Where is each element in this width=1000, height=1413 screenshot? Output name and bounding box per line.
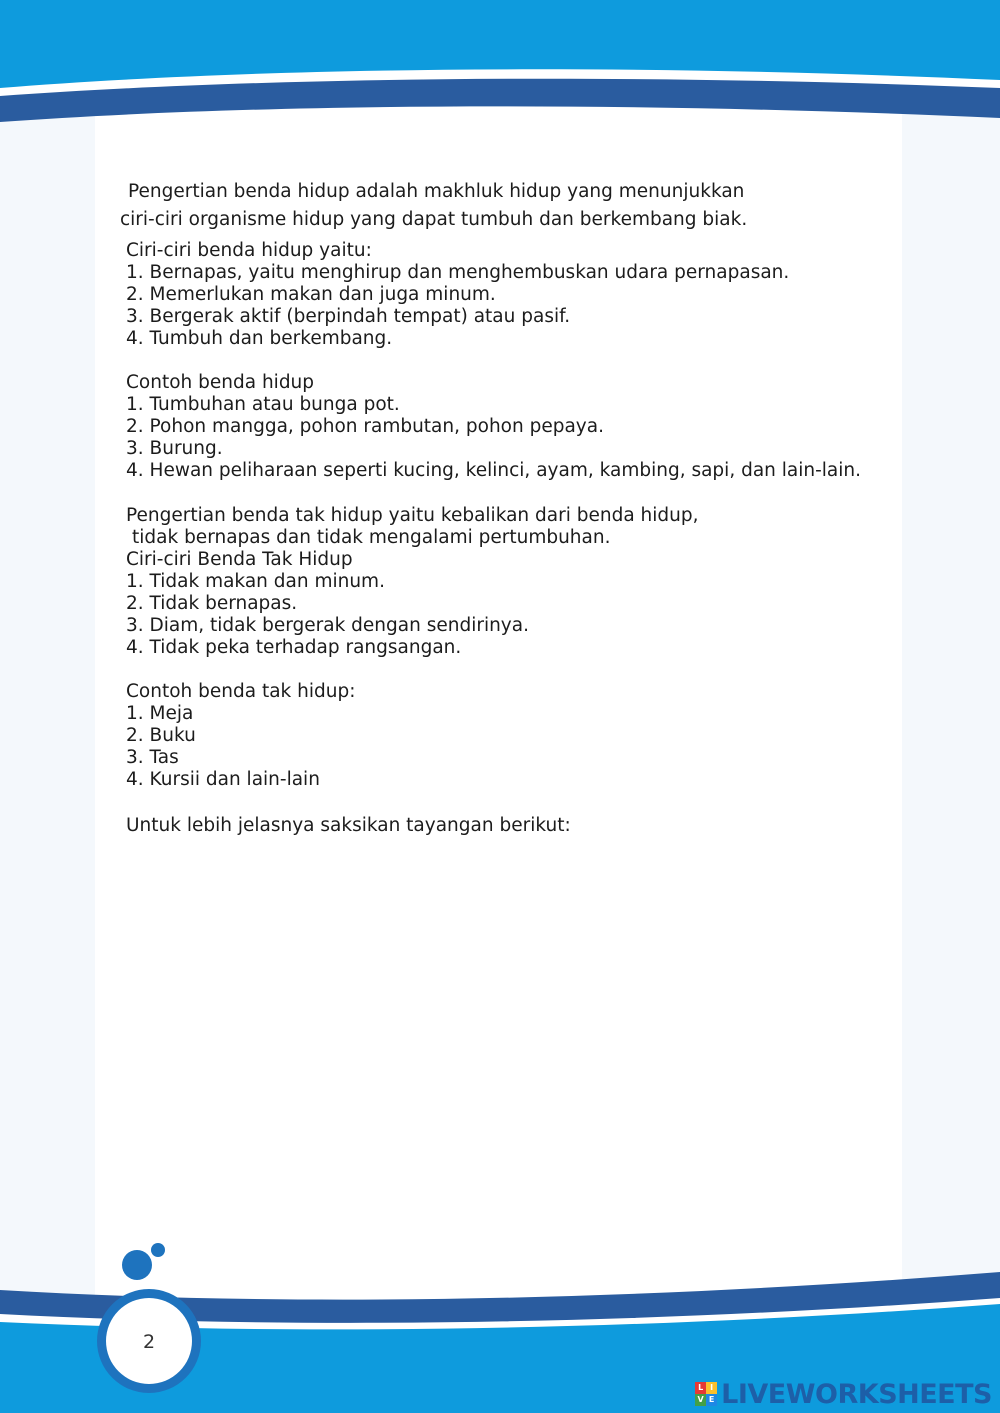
tak-hidup-line-1: Pengertian benda tak hidup yaitu kebalikan dari benda hidup, [126, 505, 699, 526]
logo-letter: V [695, 1394, 706, 1406]
list-item: 2. Memerlukan makan dan juga minum. [126, 284, 496, 305]
bubble-small [151, 1243, 165, 1257]
tak-hidup-line-2: tidak bernapas dan tidak mengalami pertumbuhan. [132, 527, 611, 548]
list-item: 2. Buku [126, 725, 196, 746]
list-item: 3. Burung. [126, 438, 223, 459]
contoh-tak-hidup-heading: Contoh benda tak hidup: [126, 681, 356, 702]
list-item: 4. Kursii dan lain-lain [126, 769, 320, 790]
list-item: 4. Tumbuh dan berkembang. [126, 328, 393, 349]
list-item: 1. Tidak makan dan minum. [126, 571, 385, 592]
header-banner [0, 0, 1000, 130]
list-item: 1. Bernapas, yaitu menghirup dan menghembuskan udara pernapasan. [126, 262, 790, 283]
list-item: 2. Tidak bernapas. [126, 593, 298, 614]
closing-line: Untuk lebih jelasnya saksikan tayangan berikut: [126, 815, 571, 836]
list-item: 4. Hewan peliharaan seperti kucing, kelinci, ayam, kambing, sapi, dan lain-lain. [126, 460, 862, 481]
list-item: 3. Diam, tidak bergerak dengan sendirinya. [126, 615, 529, 636]
logo-letter: L [695, 1382, 706, 1394]
list-item: 3. Tas [126, 747, 179, 768]
intro-line-1: Pengertian benda hidup adalah makhluk hidup yang menunjukkan [128, 181, 745, 202]
logo-mark [695, 1382, 717, 1406]
right-margin-panel [902, 100, 1000, 1303]
logo-letter: I [706, 1382, 717, 1394]
intro-line-2: ciri-ciri organisme hidup yang dapat tumbuh dan berkembang biak. [120, 209, 748, 230]
list-item: 3. Bergerak aktif (berpindah tempat) atau pasif. [126, 306, 571, 327]
list-item: 2. Pohon mangga, pohon rambutan, pohon pepaya. [126, 416, 604, 437]
left-margin-panel [0, 100, 95, 1303]
list-item: 1. Meja [126, 703, 194, 724]
page-number: 2 [142, 1331, 156, 1353]
ciri-tak-hidup-heading: Ciri-ciri Benda Tak Hidup [126, 549, 353, 570]
logo-text: LIVEWORKSHEETS [721, 1378, 992, 1410]
ciri-hidup-heading: Ciri-ciri benda hidup yaitu: [126, 240, 372, 261]
liveworksheets-logo [695, 1376, 992, 1412]
bubble-large [122, 1250, 152, 1280]
list-item: 1. Tumbuhan atau bunga pot. [126, 394, 400, 415]
logo-letter: E [706, 1394, 717, 1406]
contoh-hidup-heading: Contoh benda hidup [126, 372, 315, 393]
list-item: 4. Tidak peka terhadap rangsangan. [126, 637, 462, 658]
